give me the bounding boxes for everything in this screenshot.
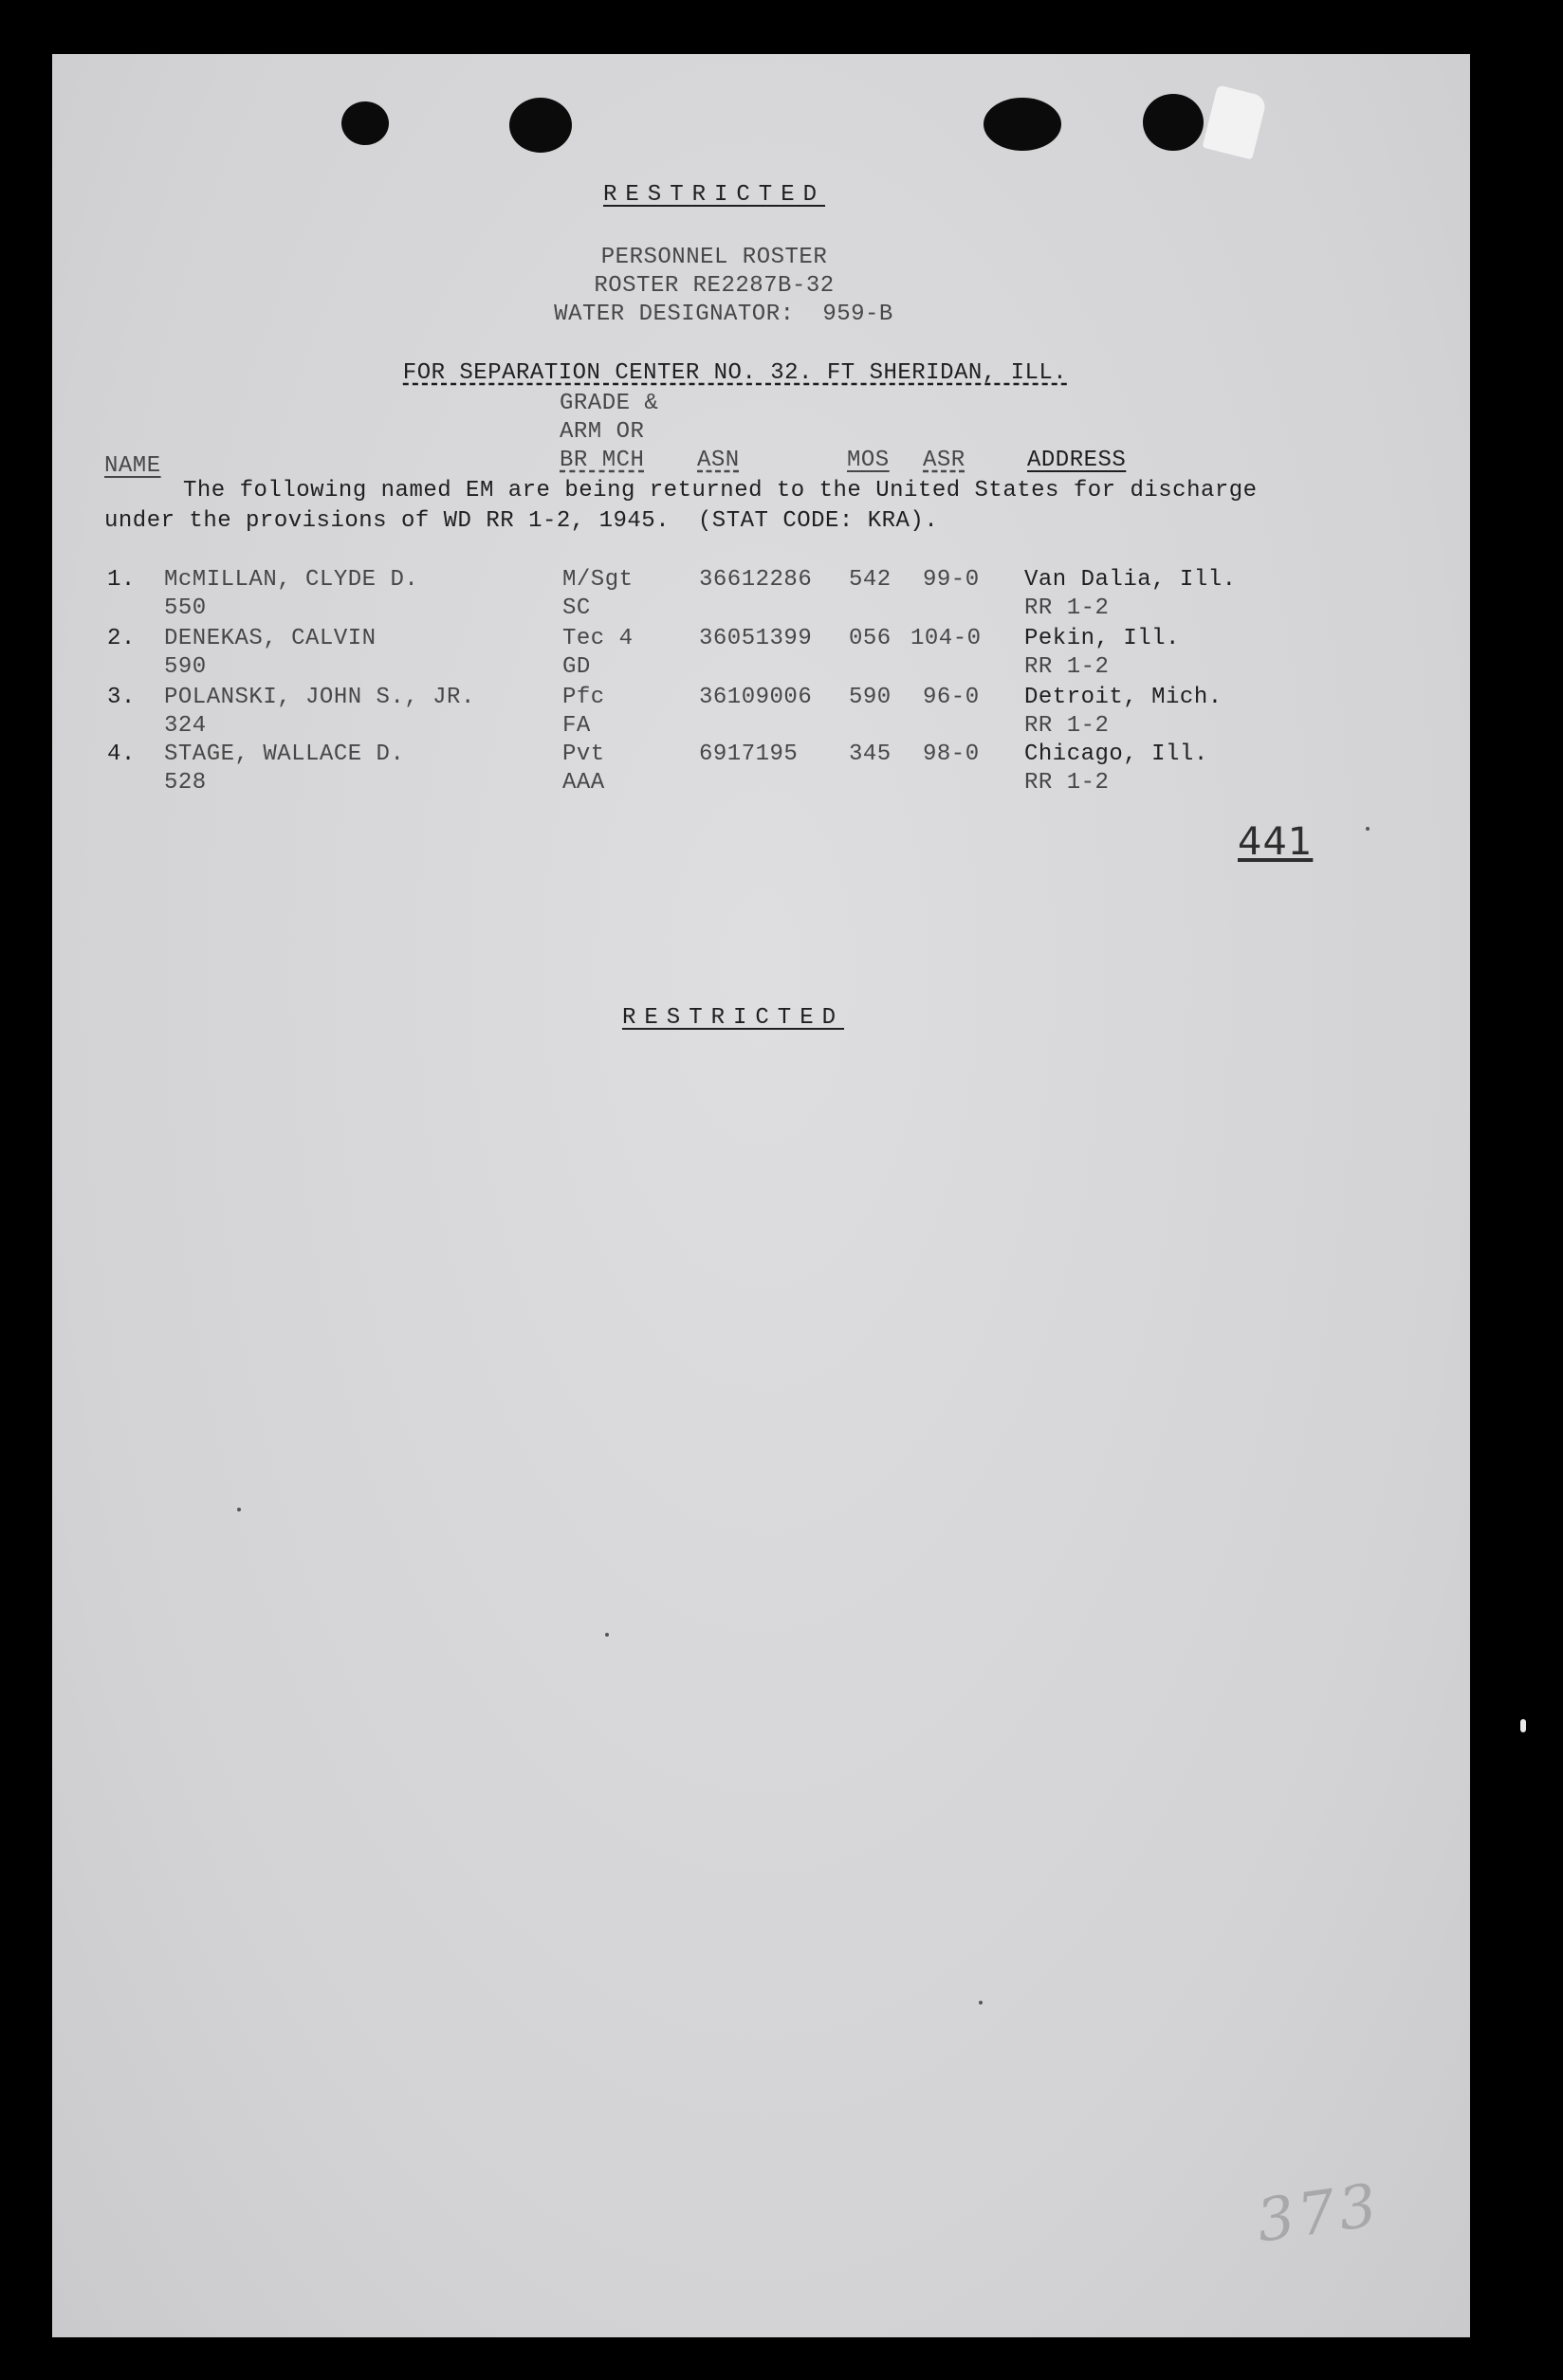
column-asn: ASN [697, 448, 740, 473]
row-3-mos: 590 [849, 685, 892, 710]
column-grade-top2: ARM OR [560, 419, 645, 445]
document-page [52, 54, 1470, 2337]
row-1-asn: 36612286 [699, 567, 813, 593]
row-4-arm: AAA [562, 770, 605, 796]
row-2-rr: RR 1-2 [1024, 654, 1110, 680]
speck [605, 1633, 609, 1637]
column-mos: MOS [847, 448, 890, 473]
column-grade-top1: GRADE & [560, 391, 659, 416]
row-1-name: McMILLAN, CLYDE D. [164, 567, 419, 593]
row-1-address: Van Dalia, Ill. [1024, 567, 1237, 593]
speck [237, 1508, 241, 1511]
row-4-asn: 6917195 [699, 741, 799, 767]
row-4-rr: RR 1-2 [1024, 770, 1110, 796]
row-4-address: Chicago, Ill. [1024, 741, 1208, 767]
row-1-asr: 99-0 [923, 567, 980, 593]
intro-line-1: The following named EM are being returned to the United States for discharge [183, 478, 1258, 503]
punch-hole-2 [509, 98, 572, 153]
classification-bottom: RESTRICTED [621, 1005, 845, 1031]
punch-hole-1 [341, 101, 389, 145]
row-2-address: Pekin, Ill. [1024, 626, 1180, 651]
roster-title: PERSONNEL ROSTER [600, 245, 828, 270]
row-2-code: 590 [164, 654, 207, 680]
row-2-mos: 056 [849, 626, 892, 651]
row-3-number: 3. [107, 685, 136, 710]
handwritten-number: 441 [1238, 820, 1314, 864]
column-name: NAME [104, 453, 161, 479]
column-address: ADDRESS [1027, 448, 1127, 473]
row-3-name: POLANSKI, JOHN S., JR. [164, 685, 475, 710]
column-grade: BR MCH [560, 448, 645, 473]
row-4-number: 4. [107, 741, 136, 767]
row-2-asr: 104-0 [910, 626, 982, 651]
row-3-rr: RR 1-2 [1024, 713, 1110, 739]
pencil-page-number: 373 [1252, 2169, 1385, 2256]
column-asr: ASR [923, 448, 965, 473]
row-3-asn: 36109006 [699, 685, 813, 710]
speck [979, 2001, 983, 2005]
row-4-asr: 98-0 [923, 741, 980, 767]
torn-paper-tab [1203, 84, 1268, 159]
row-2-arm: GD [562, 654, 591, 680]
classification-top: RESTRICTED [602, 182, 826, 208]
speck [1366, 827, 1370, 831]
row-3-code: 324 [164, 713, 207, 739]
row-1-rr: RR 1-2 [1024, 595, 1110, 621]
edge-speck [1520, 1719, 1526, 1732]
row-4-grade: Pvt [562, 741, 605, 767]
row-2-grade: Tec 4 [562, 626, 634, 651]
row-3-asr: 96-0 [923, 685, 980, 710]
row-1-grade: M/Sgt [562, 567, 634, 593]
row-2-number: 2. [107, 626, 136, 651]
row-2-name: DENEKAS, CALVIN [164, 626, 377, 651]
row-1-number: 1. [107, 567, 136, 593]
row-3-grade: Pfc [562, 685, 605, 710]
water-designator: WATER DESIGNATOR: 959-B [554, 302, 893, 327]
punch-hole-3 [984, 98, 1061, 151]
row-4-code: 528 [164, 770, 207, 796]
row-1-arm: SC [562, 595, 591, 621]
row-1-mos: 542 [849, 567, 892, 593]
roster-number: ROSTER RE2287B-32 [594, 273, 835, 299]
row-2-asn: 36051399 [699, 626, 813, 651]
row-4-name: STAGE, WALLACE D. [164, 741, 405, 767]
punch-hole-4 [1143, 94, 1204, 151]
separation-center: FOR SEPARATION CENTER NO. 32. FT SHERIDAN, ILL. [402, 360, 1068, 386]
intro-line-2: under the provisions of WD RR 1-2, 1945. (STAT CODE: KRA). [104, 508, 939, 534]
row-4-mos: 345 [849, 741, 892, 767]
row-3-address: Detroit, Mich. [1024, 685, 1223, 710]
row-1-code: 550 [164, 595, 207, 621]
row-3-arm: FA [562, 713, 591, 739]
